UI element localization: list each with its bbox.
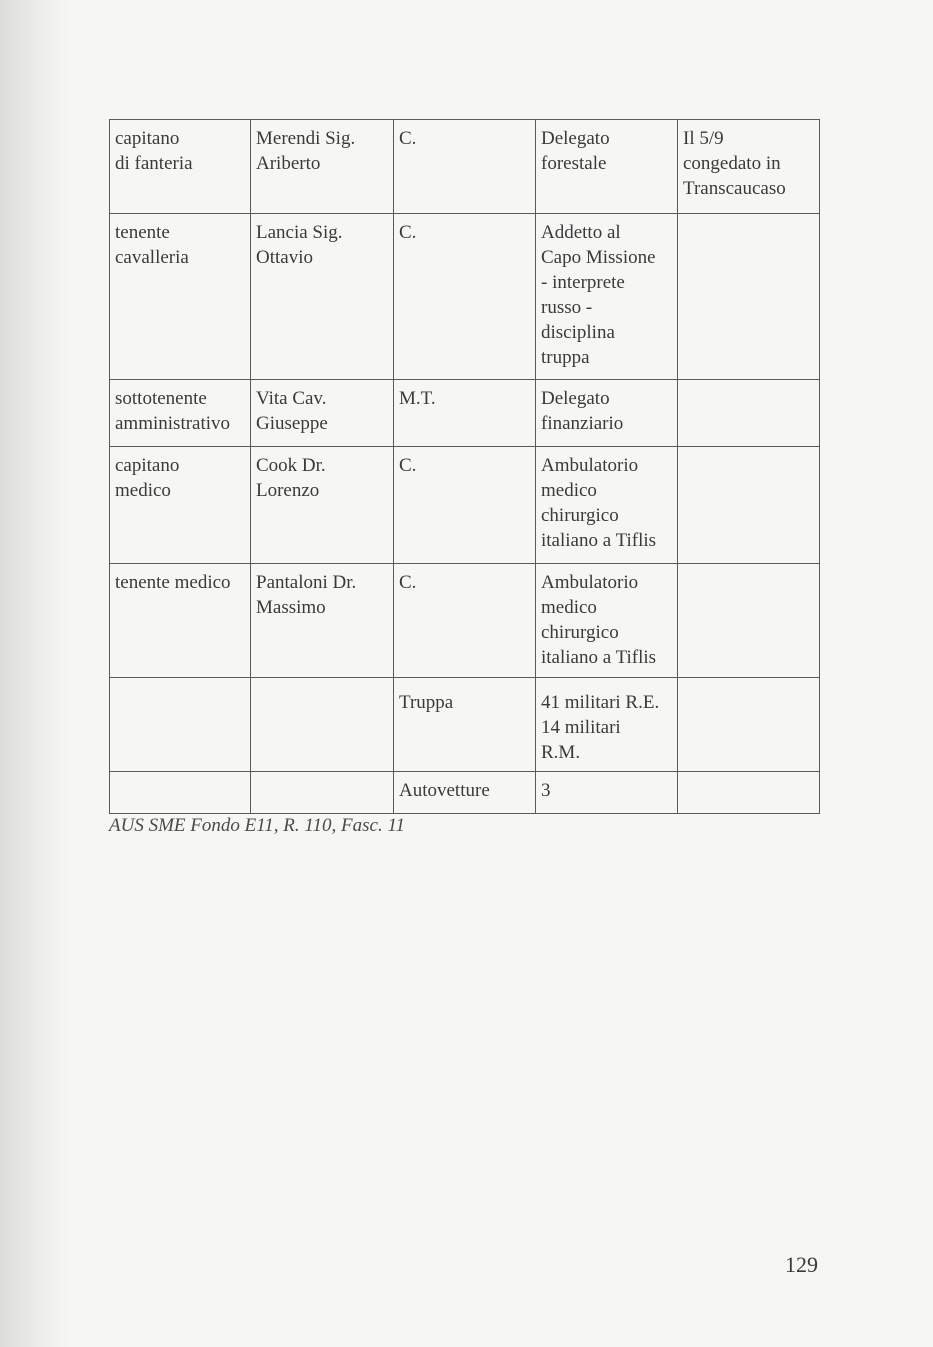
type-cell: Autovetture [394,772,536,814]
table-row [110,447,820,564]
note-cell [678,214,820,380]
role-cell: Delegato forestale [536,120,678,214]
type-cell: C. [394,564,536,678]
name-cell [251,772,394,814]
role-cell: Delegato finanziario [536,380,678,447]
rank-cell [110,678,251,772]
personnel-table [109,119,820,814]
note-cell [678,564,820,678]
note-cell: Il 5/9 congedato in Transcaucaso [678,120,820,214]
table-row [110,564,820,678]
type-cell: C. [394,447,536,564]
note-cell [678,772,820,814]
table-row [110,678,820,772]
table-row [110,772,820,814]
name-cell: Cook Dr. Lorenzo [251,447,394,564]
type-cell: Truppa [394,678,536,772]
role-cell: 41 militari R.E. 14 militari R.M. [536,678,678,772]
table-row [110,214,820,380]
rank-cell: capitano di fanteria [110,120,251,214]
role-cell: Addetto al Capo Missione - interprete russo - disciplina truppa [536,214,678,380]
rank-cell: sottotenente amministrativo [110,380,251,447]
note-cell [678,380,820,447]
name-cell: Vita Cav. Giuseppe [251,380,394,447]
name-cell: Lancia Sig. Ottavio [251,214,394,380]
source-citation: AUS SME Fondo E11, R. 110, Fasc. 11 [109,815,406,836]
note-cell [678,447,820,564]
rank-cell [110,772,251,814]
type-cell: M.T. [394,380,536,447]
name-cell: Pantaloni Dr. Massimo [251,564,394,678]
page-number: 129 [785,1252,818,1277]
rank-cell: tenente cavalleria [110,214,251,380]
rank-cell: tenente medico [110,564,251,678]
type-cell: C. [394,120,536,214]
page-gutter-shadow [0,0,70,1347]
role-cell: Ambulatorio medico chirurgico italiano a Tiflis [536,564,678,678]
name-cell [251,678,394,772]
name-cell: Merendi Sig. Ariberto [251,120,394,214]
table-row [110,120,820,214]
note-cell [678,678,820,772]
table-row [110,380,820,447]
role-cell: 3 [536,772,678,814]
type-cell: C. [394,214,536,380]
role-cell: Ambulatorio medico chirurgico italiano a Tiflis [536,447,678,564]
rank-cell: capitano medico [110,447,251,564]
